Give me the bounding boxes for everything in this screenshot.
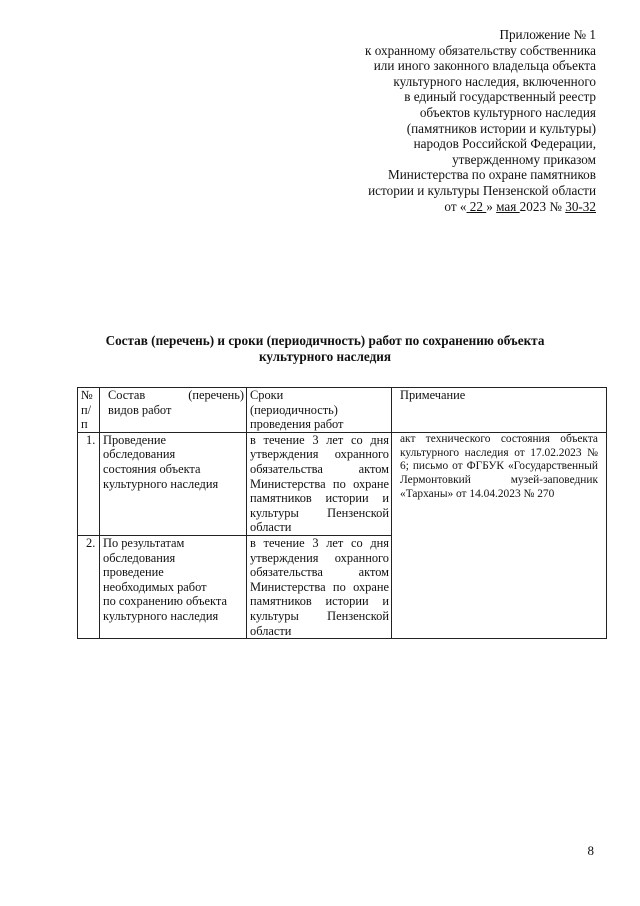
row-name: Проведение обследования состояния объекта культурного наследия xyxy=(100,432,247,535)
date-prefix: от « xyxy=(444,198,467,214)
appendix-line: в единый государственный реестр xyxy=(404,89,596,105)
works-table xyxy=(77,387,607,639)
row-note: акт технического состояния объекта культурного наследия от 17.02.2023 № 6; письмо от ФГБУК «Государственный Лермонтовкий музей-заповедник «Тарханы» от 14.04.2023 № 270 xyxy=(392,432,607,638)
appendix-header xyxy=(266,27,596,214)
page-number: 8 xyxy=(587,843,594,858)
header-term: Сроки (периодичность) проведения работ xyxy=(247,388,392,433)
document-title xyxy=(80,333,570,365)
appendix-line: объектов культурного наследия xyxy=(419,104,596,120)
row-name: По результатам обследования проведение необходимых работ по сохранению объекта культурного наследия xyxy=(100,535,247,638)
appendix-line: к охранному обязательству собственника xyxy=(365,42,596,58)
appendix-line: народов Российской Федерации, xyxy=(413,136,596,152)
appendix-line: культурного наследия, включенного xyxy=(393,73,596,89)
date-day: 22 xyxy=(466,198,487,214)
title-line: культурного наследия xyxy=(258,349,392,364)
table-row xyxy=(78,432,607,535)
date-month: мая xyxy=(496,198,520,214)
appendix-line: или иного законного владельца объекта xyxy=(373,58,596,74)
order-number: 30-32 xyxy=(565,198,596,214)
appendix-line: Приложение № 1 xyxy=(499,27,596,42)
date-day-suffix: » xyxy=(486,198,493,214)
appendix-date xyxy=(266,199,596,215)
row-term: в течение 3 лет со дня утверждения охранного обязательства актом Министерства по охране памятников истории и культуры Пензенской области xyxy=(247,432,392,535)
row-term: в течение 3 лет со дня утверждения охранного обязательства актом Министерства по охране памятников истории и культуры Пензенской области xyxy=(247,535,392,638)
title-line: Состав (перечень) и сроки (периодичность) работ по сохранению объекта xyxy=(105,333,545,348)
row-num: 1. xyxy=(78,432,100,535)
date-year: 2023 № xyxy=(519,198,566,214)
row-num: 2. xyxy=(78,535,100,638)
appendix-line: утвержденному приказом xyxy=(452,151,596,167)
header-num: № п/ п xyxy=(78,388,100,433)
table-header-row xyxy=(78,388,607,433)
appendix-line: истории и культуры Пензенской области xyxy=(368,182,596,198)
header-note: Примечание xyxy=(392,388,607,433)
header-name: Состав (перечень) видов работ xyxy=(100,388,247,433)
appendix-line: Министерства по охране памятников xyxy=(388,167,596,183)
appendix-line: (памятников истории и культуры) xyxy=(406,120,596,136)
